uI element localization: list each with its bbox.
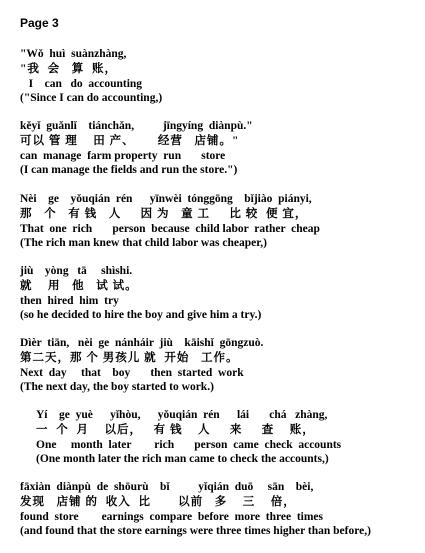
translation-line: (The next day, the boy started to work.) bbox=[20, 381, 214, 393]
english-line: One month later rich person came check accounts bbox=[36, 439, 342, 451]
hanzi-line: 那 个 有 钱 人 因 为 童 工 比 较 便 宜， bbox=[20, 208, 308, 220]
english-line: can manage farm property run store bbox=[20, 150, 226, 162]
english-line: Next day that boy then started work bbox=[20, 367, 244, 379]
hanzi-line: 发现 店铺 的 收入 比 以前 多 三 倍， bbox=[20, 496, 296, 508]
pinyin-line: fāxiàn diànpù de shōurù bǐ yǐqián duō sān bèi, bbox=[20, 481, 314, 493]
pinyin-line: jiù yòng tā shìshi. bbox=[20, 265, 133, 277]
hanzi-line: 可以 管 理 田 产、 经营 店铺。" bbox=[20, 135, 240, 147]
translation-line: (and found that the store earnings were three times higher than before,) bbox=[20, 525, 371, 537]
translation-line: (I can manage the fields and run the store.") bbox=[20, 164, 238, 176]
english-line: then hired him try bbox=[20, 295, 119, 307]
translation-line: ("Since I can do accounting,) bbox=[20, 92, 163, 104]
english-line: found store earnings compare before more three times bbox=[20, 511, 323, 523]
hanzi-line: 第二天，那 个 男孩儿 就 开始 工作。 bbox=[20, 352, 239, 364]
pinyin-line: Yí ge yuè yǐhòu, yǒuqián rén lái chá zhàng, bbox=[36, 409, 328, 421]
hanzi-line: 就 用 他 试 试。 bbox=[20, 280, 138, 292]
translation-line: (One month later the rich man came to check the accounts,) bbox=[36, 453, 329, 465]
pinyin-line: Dìèr tiān, nèi ge nánháir jiù kāishǐ gōngzuò. bbox=[20, 337, 264, 349]
english-line: I can do accounting bbox=[20, 78, 143, 90]
page-title: Page 3 bbox=[20, 16, 59, 30]
english-line: That one rich person because child labor rather cheap bbox=[20, 223, 320, 235]
hanzi-line: 一 个 月 以后， 有 钱 人 来 查 账， bbox=[36, 424, 315, 436]
translation-line: (The rich man knew that child labor was cheaper,) bbox=[20, 237, 267, 249]
pinyin-line: Nèi ge yǒuqián rén yīnwèi tónggōng bǐjiào piányi, bbox=[20, 193, 312, 205]
translation-line: (so he decided to hire the boy and give him a try.) bbox=[20, 309, 262, 321]
pinyin-line: kěyǐ guǎnlǐ tiánchǎn, jīngyíng diànpù." bbox=[20, 120, 253, 132]
pinyin-line: "Wǒ huì suànzhàng, bbox=[20, 48, 127, 60]
hanzi-line: "我 会 算 账， bbox=[20, 63, 118, 75]
